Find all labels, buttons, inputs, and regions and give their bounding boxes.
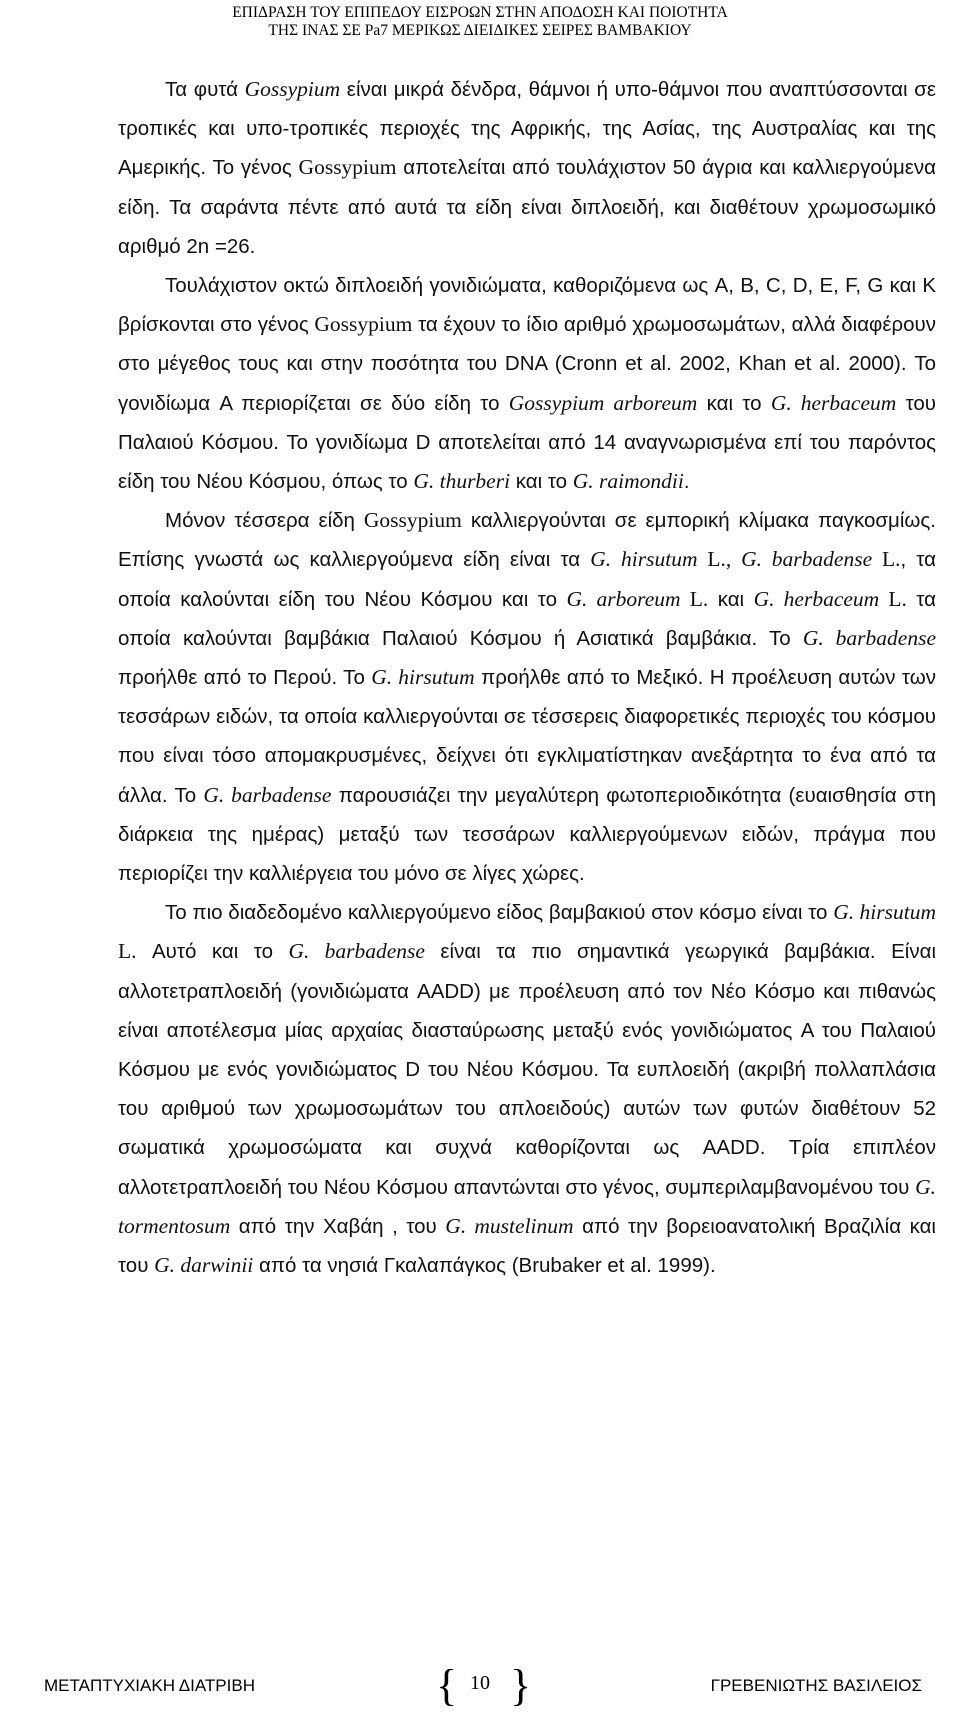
text-run: L.: [680, 586, 709, 611]
italic-term: G. herbaceum: [770, 390, 897, 415]
text-run: παρουσιάζει την μεγαλύτερη φωτοπεριοδικότητα (ευαισθησία στη διάρκεια της ημέρας) μεταξύ των τεσσάρων καλλιεργούμενων ειδών, πράγμα που περιορίζει την καλλιέργεια του μόνο σε λίγες χώρες.: [118, 783, 936, 886]
italic-term: Gossypium: [244, 77, 341, 101]
italic-term: G. barbadense: [802, 625, 936, 650]
italic-term: G. barbadense: [203, 782, 332, 807]
text-run: από την βορειοανατολική Βραζιλία και του: [118, 1214, 936, 1278]
text-run: L.: [872, 547, 901, 572]
text-run: L.,: [697, 547, 742, 572]
footer-right-author: ΓΡΕΒΕΝΙΩΤΗΣ ΒΑΣΙΛΕΙΟΣ: [710, 1676, 922, 1695]
text-run: Το πιο διαδεδομένο καλλιεργούμενο είδος βαμβακιού στον κόσμο είναι το: [165, 901, 834, 925]
text-run: Gossypium: [363, 508, 462, 533]
text-run: Τουλάχιστον οκτώ διπλοειδή γονιδιώματα, καθοριζόμενα ως A, B, C, D, E, F, G και K βρίσκονται στο γένος: [118, 274, 936, 337]
text-run: και: [708, 587, 754, 611]
body-text: [118, 70, 936, 1285]
text-run: αποτελείται από τουλάχιστον 50 άγρια και καλλιεργούμενα είδη. Τα σαράντα πέντε από αυτά τα είδη είναι διπλοειδή, και διαθέτουν χρωμοσωμικό αριθμό 2n =26.: [118, 156, 937, 258]
page-number-right-brace: }: [510, 1661, 532, 1710]
text-run: προήλθε από το Περού. Το: [118, 666, 372, 690]
text-run: Gossypium: [314, 312, 413, 337]
text-run: από τα νησιά Γκαλαπάγκος (Brubaker et al. 1999).: [253, 1254, 716, 1278]
italic-term: G. raimondii: [572, 469, 684, 494]
text-run: L.: [118, 939, 137, 964]
text-run: Τα φυτά: [165, 78, 245, 101]
text-run: προήλθε από το Μεξικό. Η προέλευση αυτών των τεσσάρων ειδών, τα οποία καλλιεργούνται σε τέσσερεις διαφορετικές περιοχές του κόσμου που είναι τόσο απομακρυσμένες, δείχνει ότι εγκλιματίστηκαν ανεξάρτητα το ένα από τα άλλα. Το: [118, 666, 936, 807]
italic-term: G. barbadense: [288, 939, 425, 964]
paragraph: [118, 893, 936, 1285]
running-header: [0, 4, 960, 40]
text-run: από την Χαβάη , του: [230, 1214, 446, 1238]
italic-term: G. hirsutum: [833, 900, 937, 925]
italic-term: G. hirsutum: [371, 665, 475, 690]
text-run: , τα οποία καλούνται είδη του Νέου Κόσμου και το: [118, 548, 936, 611]
text-run: τα έχουν το ίδιο αριθμό χρωμοσωμάτων, αλλά διαφέρουν στο μέγεθος τους και στην ποσότητα του DNA (Cronn et al. 2002, Khan et al. 2000). Το γονιδίωμα A περιορίζεται σε δύο είδη το: [118, 313, 937, 415]
italic-term: G. thurberi: [413, 469, 511, 494]
paragraph: [118, 70, 936, 266]
page-number-left-brace: {: [436, 1661, 458, 1710]
text-run: καλλιεργούνται σε εμπορική κλίμακα παγκοσμίως. Επίσης γνωστά ως καλλιεργούμενα είδη είναι τα: [118, 509, 936, 572]
italic-term: G. mustelinum: [445, 1213, 574, 1238]
italic-term: G. hirsutum: [590, 547, 698, 572]
italic-term: G. arboreum: [566, 586, 681, 611]
header-line-2: ΤΗΣ ΙΝΑΣ ΣΕ Pa7 ΜΕΡΙΚΩΣ ΔΙΕΙΔΙΚΕΣ ΣΕΙΡΕΣ ΒΑΜΒΑΚΙΟΥ: [268, 22, 692, 39]
text-run: και το: [510, 470, 573, 494]
text-run: τα οποία καλούνται βαμβάκια Παλαιού Κόσμου ή Ασιατικά βαμβάκια. Το: [118, 587, 936, 650]
text-run: Gossypium: [298, 155, 397, 180]
italic-term: G. barbadense: [741, 547, 873, 572]
header-line-1: ΕΠΙΔΡΑΣΗ ΤΟΥ ΕΠΙΠΕΔΟΥ ΕΙΣΡΟΩΝ ΣΤΗΝ ΑΠΟΔΟΣΗ ΚΑΙ ΠΟΙΟΤΗΤΑ: [232, 4, 728, 21]
italic-term: Gossypium arboreum: [508, 390, 698, 415]
text-run: του Παλαιού Κόσμου. Το γονιδίωμα D αποτελείται από 14 αναγνωρισμένα επί του παρόντος είδη του Νέου Κόσμου, όπως το: [118, 391, 936, 494]
text-run: L.: [879, 586, 907, 611]
text-run: Μόνον τέσσερα είδη: [165, 509, 364, 533]
footer-left-title: ΜΕΤΑΠΤΥΧΙΑΚΗ ΔΙΑΤΡΙΒΗ: [44, 1676, 255, 1695]
italic-term: G. tormentosum: [118, 1174, 936, 1238]
text-run: Αυτό και το: [136, 940, 289, 964]
text-run: είναι τα πιο σημαντικά γεωργικά βαμβάκια. Είναι αλλοτετραπλοειδή (γονιδιώματα AADD) με προέλευση από τον Νέο Κόσμο και πιθανώς είναι αποτέλεσμα μίας αρχαίας διασταύρωσης μεταξύ ενός γονιδιώματος A του Παλαιού Κόσμου με ενός γονιδιώματος D του Νέου Κόσμου. Τα ευπλοειδή (ακριβή πολλαπλάσια του αριθμού των χρωμοσωμάτων του απλοειδούς) αυτών των φυτών διαθέτουν 52 σωματικά χρωμοσώματα και συχνά καθορίζονται ως AADD. Τρία επιπλέον αλλοτετραπλοειδή του Νέου Κόσμου απαντώνται στο γένος, συμπεριλαμβανομένου του: [118, 940, 936, 1199]
text-run: και το: [697, 391, 771, 415]
page-number: 10: [470, 1672, 490, 1694]
italic-term: G. darwinii: [154, 1253, 254, 1278]
italic-term: G. herbaceum: [753, 586, 880, 611]
paragraph: [118, 266, 936, 501]
paragraph: [118, 501, 936, 893]
text-run: .: [683, 470, 690, 494]
page-footer: [0, 1661, 960, 1714]
text-run: είναι μικρά δένδρα, θάμνοι ή υπο-θάμνοι που αναπτύσσονται σε τροπικές και υπο-τροπικές περιοχές της Αφρικής, της Ασίας, της Αυστραλίας και της Αμερικής. Το γένος: [118, 78, 936, 180]
